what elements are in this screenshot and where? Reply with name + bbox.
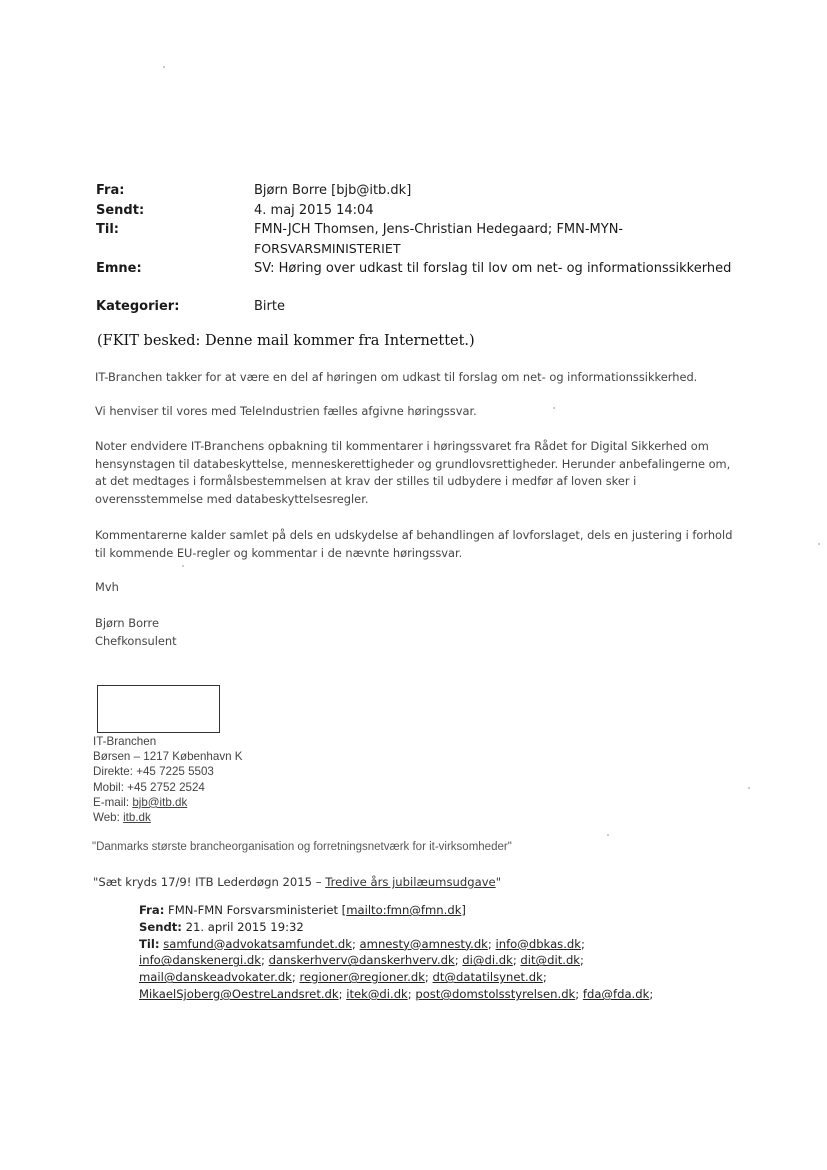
recipient-separator: ; (351, 936, 360, 951)
recipient-email-link[interactable]: post@domstolsstyrelsen.dk (415, 986, 576, 1001)
recipient-separator: ; (407, 986, 416, 1001)
forwarded-header (139, 902, 699, 1003)
email-link[interactable]: bjb@itb.dk (132, 795, 188, 809)
recipient-email-link[interactable]: samfund@advokatsamfundet.dk (163, 936, 352, 951)
from-value: Bjørn Borre [bjb@itb.dk] (254, 183, 412, 198)
fwd-recipients-line (139, 969, 699, 986)
recipient-email-link[interactable]: MikaelSjoberg@OestreLandsret.dk (139, 986, 339, 1001)
closing: Mvh (95, 580, 119, 594)
fwd-recipients-line (163, 937, 585, 951)
fwd-from-row (139, 902, 699, 919)
signature-name: Bjørn Borre (95, 616, 159, 630)
company-tagline: "Danmarks største brancheorganisation og forretningsnetværk for it-virksomheder" (92, 841, 512, 853)
fwd-recipients-line (139, 952, 699, 969)
body-paragraph-1: IT-Branchen takker for at være en del af høringen om udkast til forslag om net- og informationssikkerhed. (95, 370, 698, 384)
from-label: Fra: (96, 183, 125, 198)
recipient-email-link[interactable]: itek@di.dk (346, 986, 408, 1001)
logo-placeholder (97, 685, 220, 733)
recipient-separator: ; (261, 953, 269, 968)
sent-label: Sendt: (96, 203, 145, 218)
recipient-email-link[interactable]: fda@fda.dk (582, 986, 650, 1001)
recipient-separator: ; (542, 970, 547, 985)
recipient-separator: ; (580, 936, 585, 951)
scan-speck (607, 834, 609, 836)
recipient-email-link[interactable]: dit@dit.dk (520, 953, 581, 968)
subject-label: Emne: (96, 261, 142, 276)
scan-speck (818, 543, 820, 545)
recipient-separator: ; (512, 953, 521, 968)
to-label: Til: (96, 222, 119, 237)
fwd-from-mailto-link[interactable]: mailto:fmn@fmn.dk (346, 903, 462, 917)
scan-speck (163, 66, 165, 68)
recipient-separator: ; (424, 970, 433, 985)
recipient-separator: ; (338, 986, 347, 1001)
to-value-line2: FORSVARSMINISTERIET (254, 241, 401, 256)
mobile-phone-label: Mobil: (93, 780, 124, 794)
recipient-email-link[interactable]: mail@danskeadvokater.dk (139, 970, 292, 985)
direct-phone-value: +45 7225 5503 (136, 765, 214, 779)
fwd-from-value: FMN-FMN Forsvarsministeriet [ (168, 903, 347, 917)
to-value-line1: FMN-JCH Thomsen, Jens-Christian Hedegaard; FMN-MYN- (254, 222, 624, 237)
fwd-to-row-1 (139, 936, 699, 953)
fwd-sent-value: 21. april 2015 19:32 (185, 919, 304, 934)
recipient-email-link[interactable]: regioner@regioner.dk (299, 970, 425, 985)
body-paragraph-3-line: hensynstagen til databeskyttelse, menneskerettigheder og grundlovsrettigheder. Herunder anbefalingerne om, (95, 456, 731, 471)
body-paragraph-3-line: at det medtages i formålsbestemmelsen at krav der stilles til udbydere i medfør af loven sker i (95, 474, 637, 488)
scan-speck (748, 787, 750, 789)
web-label: Web: (93, 811, 120, 825)
recipient-separator: ; (291, 970, 300, 985)
fwd-sent-label: Sendt: (139, 919, 182, 934)
recipient-email-link[interactable]: danskerhverv@danskerhverv.dk (268, 953, 455, 968)
promo-prefix: "Sæt kryds 17/9! ITB Lederdøgn 2015 – (93, 875, 326, 889)
promo-link[interactable]: Tredive års jubilæumsudgave (325, 875, 496, 889)
body-paragraph-3-line: Noter endvidere IT-Branchens opbakning til kommentarer i høringssvaret fra Rådet for Digital Sikkerhed om (95, 439, 709, 453)
recipient-email-link[interactable]: info@danskenergi.dk (139, 953, 262, 968)
web-row (93, 810, 243, 825)
company-address: Børsen – 1217 København K (93, 750, 243, 764)
direct-phone-label: Direkte: (93, 765, 133, 779)
body-paragraph-3 (95, 438, 755, 508)
recipient-email-link[interactable]: di@di.dk (462, 953, 513, 968)
body-paragraph-4-line: til kommende EU-regler og kommentar i de nævnte høringssvar. (95, 545, 463, 560)
promo-suffix: " (495, 875, 502, 889)
recipient-email-link[interactable]: info@dbkas.dk (495, 936, 581, 951)
mobile-phone-row (93, 780, 243, 795)
signature-title: Chefkonsulent (95, 634, 177, 648)
fwd-sent-row (139, 919, 699, 936)
contact-block (93, 734, 243, 825)
body-paragraph-4-line: Kommentarerne kalder samlet på dels en udskydelse af behandlingen af lovforslaget, dels en justering i forhold (95, 528, 733, 542)
body-paragraph-2: Vi henviser til vores med TeleIndustrien fælles afgivne høringssvar. (95, 404, 477, 418)
recipient-separator: ; (580, 953, 584, 968)
category-label: Kategorier: (96, 299, 180, 314)
subject-value: SV: Høring over udkast til forslag til lov om net- og informationssikkerhed (254, 261, 732, 276)
recipient-separator: ; (575, 986, 583, 1001)
fkit-notice: (FKIT besked: Denne mail kommer fra Internettet.) (97, 333, 475, 349)
mobile-phone-value: +45 2752 2524 (127, 780, 205, 794)
fwd-to-label: Til: (139, 936, 160, 951)
promo-line (93, 875, 501, 889)
fwd-recipients-line (139, 986, 699, 1003)
body-paragraph-4 (95, 527, 755, 562)
recipient-email-link[interactable]: amnesty@amnesty.dk (359, 936, 488, 951)
fwd-from-end: ] (461, 903, 466, 917)
sent-value: 4. maj 2015 14:04 (254, 203, 374, 218)
scan-speck (182, 565, 184, 567)
recipient-separator: ; (454, 953, 463, 968)
recipient-separator: ; (649, 986, 654, 1001)
recipient-email-link[interactable]: dt@datatilsynet.dk (432, 970, 543, 985)
company-name: IT-Branchen (93, 735, 157, 748)
scan-speck (553, 407, 555, 409)
body-paragraph-3-line: overensstemmelse med databeskyttelsesregler. (95, 491, 369, 506)
recipient-separator: ; (487, 936, 496, 951)
category-value: Birte (254, 299, 285, 314)
direct-phone-row (93, 764, 243, 779)
web-link[interactable]: itb.dk (123, 811, 151, 825)
email-label: E-mail: (93, 795, 130, 809)
email-row (93, 795, 243, 810)
fwd-from-label: Fra: (139, 903, 165, 917)
